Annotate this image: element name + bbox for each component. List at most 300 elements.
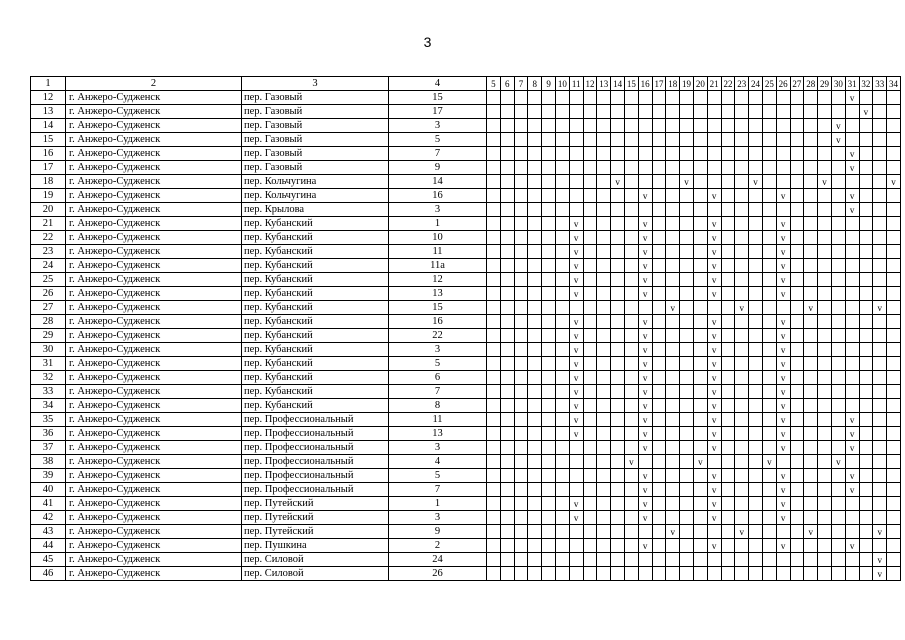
empty-cell (749, 105, 763, 119)
empty-cell (611, 259, 625, 273)
empty-cell (555, 567, 569, 581)
empty-cell (555, 371, 569, 385)
empty-cell (555, 469, 569, 483)
empty-cell (735, 105, 749, 119)
empty-cell (693, 203, 707, 217)
empty-cell (487, 133, 501, 147)
empty-cell (721, 259, 735, 273)
empty-cell (555, 105, 569, 119)
empty-cell (818, 539, 832, 553)
empty-cell (542, 91, 556, 105)
check-mark-cell: v (776, 511, 790, 525)
empty-cell (721, 203, 735, 217)
empty-cell (597, 91, 611, 105)
empty-cell (859, 259, 873, 273)
city-cell: г. Анжеро-Судженск (66, 203, 242, 217)
empty-cell (859, 413, 873, 427)
row-number: 34 (31, 399, 66, 413)
empty-cell (597, 469, 611, 483)
table-row (31, 147, 901, 161)
empty-cell (707, 301, 721, 315)
empty-cell (887, 469, 901, 483)
empty-cell (500, 483, 514, 497)
house-cell: 5 (389, 133, 487, 147)
empty-cell (887, 245, 901, 259)
empty-cell (707, 203, 721, 217)
empty-cell (597, 399, 611, 413)
city-cell: г. Анжеро-Судженск (66, 287, 242, 301)
empty-cell (542, 343, 556, 357)
check-mark-cell: v (569, 217, 583, 231)
street-cell: пер. Путейский (242, 497, 389, 511)
empty-cell (500, 371, 514, 385)
empty-cell (749, 525, 763, 539)
empty-cell (542, 329, 556, 343)
empty-cell (624, 217, 638, 231)
empty-cell (790, 497, 804, 511)
empty-cell (542, 385, 556, 399)
empty-cell (693, 497, 707, 511)
empty-cell (666, 189, 680, 203)
empty-cell (666, 231, 680, 245)
empty-cell (611, 161, 625, 175)
empty-cell (831, 329, 845, 343)
row-number: 37 (31, 441, 66, 455)
empty-cell (487, 385, 501, 399)
empty-cell (735, 203, 749, 217)
empty-cell (487, 217, 501, 231)
empty-cell (624, 567, 638, 581)
empty-cell (818, 133, 832, 147)
check-mark-cell: v (611, 175, 625, 189)
empty-cell (873, 441, 887, 455)
empty-cell (528, 525, 542, 539)
empty-cell (542, 511, 556, 525)
check-mark-cell: v (776, 469, 790, 483)
empty-cell (804, 427, 818, 441)
empty-cell (611, 441, 625, 455)
empty-cell (749, 133, 763, 147)
check-mark-cell: v (776, 371, 790, 385)
empty-cell (693, 483, 707, 497)
empty-cell (707, 147, 721, 161)
city-cell: г. Анжеро-Судженск (66, 525, 242, 539)
empty-cell (597, 189, 611, 203)
empty-cell (859, 133, 873, 147)
table-row (31, 175, 901, 189)
empty-cell (804, 133, 818, 147)
empty-cell (762, 385, 776, 399)
empty-cell (859, 147, 873, 161)
empty-cell (514, 385, 528, 399)
empty-cell (624, 315, 638, 329)
empty-cell (762, 147, 776, 161)
empty-cell (818, 343, 832, 357)
house-cell: 16 (389, 189, 487, 203)
city-cell: г. Анжеро-Судженск (66, 315, 242, 329)
empty-cell (859, 245, 873, 259)
city-cell: г. Анжеро-Судженск (66, 483, 242, 497)
empty-cell (845, 455, 859, 469)
city-cell: г. Анжеро-Судженск (66, 301, 242, 315)
empty-cell (555, 91, 569, 105)
empty-cell (514, 287, 528, 301)
empty-cell (749, 497, 763, 511)
empty-cell (790, 441, 804, 455)
empty-cell (721, 539, 735, 553)
empty-cell (652, 91, 666, 105)
empty-cell (749, 301, 763, 315)
empty-cell (804, 231, 818, 245)
house-cell: 12 (389, 273, 487, 287)
empty-cell (859, 161, 873, 175)
empty-cell (500, 273, 514, 287)
check-mark-cell: v (569, 343, 583, 357)
empty-cell (611, 203, 625, 217)
street-cell: пер. Газовый (242, 147, 389, 161)
empty-cell (652, 203, 666, 217)
check-mark-cell: v (569, 357, 583, 371)
empty-cell (569, 455, 583, 469)
empty-cell (583, 357, 597, 371)
house-cell: 3 (389, 343, 487, 357)
empty-cell (652, 427, 666, 441)
empty-cell (831, 553, 845, 567)
check-mark-cell: v (776, 413, 790, 427)
empty-cell (887, 343, 901, 357)
check-mark-cell: v (638, 371, 652, 385)
empty-cell (804, 343, 818, 357)
column-header: 12 (583, 77, 597, 91)
empty-cell (859, 371, 873, 385)
check-mark-cell: v (569, 385, 583, 399)
table-row (31, 189, 901, 203)
empty-cell (611, 413, 625, 427)
empty-cell (624, 413, 638, 427)
empty-cell (569, 203, 583, 217)
empty-cell (818, 483, 832, 497)
empty-cell (680, 287, 694, 301)
empty-cell (680, 343, 694, 357)
empty-cell (514, 413, 528, 427)
empty-cell (776, 105, 790, 119)
column-header: 9 (542, 77, 556, 91)
city-cell: г. Анжеро-Судженск (66, 371, 242, 385)
city-cell: г. Анжеро-Судженск (66, 511, 242, 525)
check-mark-cell: v (845, 539, 859, 553)
empty-cell (583, 413, 597, 427)
page-number: 3 (423, 34, 432, 50)
empty-cell (680, 441, 694, 455)
house-cell: 6 (389, 371, 487, 385)
check-mark-cell: v (845, 91, 859, 105)
empty-cell (693, 385, 707, 399)
check-mark-cell: v (707, 413, 721, 427)
row-number: 21 (31, 217, 66, 231)
empty-cell (555, 133, 569, 147)
row-number: 31 (31, 357, 66, 371)
city-cell: г. Анжеро-Судженск (66, 343, 242, 357)
empty-cell (831, 273, 845, 287)
empty-cell (528, 511, 542, 525)
street-cell: пер. Путейский (242, 525, 389, 539)
check-mark-cell: v (845, 413, 859, 427)
empty-cell (542, 553, 556, 567)
check-mark-cell: v (776, 343, 790, 357)
house-cell: 15 (389, 301, 487, 315)
house-cell: 11 (389, 413, 487, 427)
empty-cell (887, 441, 901, 455)
empty-cell (721, 343, 735, 357)
check-mark-cell: v (638, 217, 652, 231)
empty-cell (887, 203, 901, 217)
city-cell: г. Анжеро-Судженск (66, 469, 242, 483)
empty-cell (804, 273, 818, 287)
empty-cell (611, 385, 625, 399)
row-number: 38 (31, 455, 66, 469)
empty-cell (693, 329, 707, 343)
table-row (31, 231, 901, 245)
empty-cell (873, 413, 887, 427)
empty-cell (638, 91, 652, 105)
empty-cell (818, 301, 832, 315)
empty-cell (597, 357, 611, 371)
empty-cell (790, 217, 804, 231)
empty-cell (680, 259, 694, 273)
check-mark-cell: v (804, 301, 818, 315)
empty-cell (790, 245, 804, 259)
empty-cell (762, 441, 776, 455)
empty-cell (555, 483, 569, 497)
row-number: 36 (31, 427, 66, 441)
empty-cell (818, 245, 832, 259)
empty-cell (762, 133, 776, 147)
empty-cell (555, 385, 569, 399)
empty-cell (583, 511, 597, 525)
empty-cell (624, 133, 638, 147)
empty-cell (514, 273, 528, 287)
empty-cell (721, 427, 735, 441)
empty-cell (831, 567, 845, 581)
empty-cell (873, 245, 887, 259)
check-mark-cell: v (845, 483, 859, 497)
empty-cell (638, 525, 652, 539)
empty-cell (528, 175, 542, 189)
empty-cell (831, 245, 845, 259)
empty-cell (583, 105, 597, 119)
empty-cell (514, 455, 528, 469)
empty-cell (845, 259, 859, 273)
empty-cell (887, 287, 901, 301)
house-cell: 7 (389, 483, 487, 497)
check-mark-cell: v (859, 105, 873, 119)
empty-cell (666, 413, 680, 427)
empty-cell (597, 553, 611, 567)
empty-cell (762, 91, 776, 105)
empty-cell (569, 301, 583, 315)
empty-cell (487, 357, 501, 371)
empty-cell (873, 231, 887, 245)
empty-cell (666, 175, 680, 189)
empty-cell (887, 315, 901, 329)
empty-cell (500, 119, 514, 133)
empty-cell (818, 189, 832, 203)
empty-cell (542, 413, 556, 427)
check-mark-cell: v (831, 119, 845, 133)
empty-cell (652, 357, 666, 371)
empty-cell (500, 147, 514, 161)
empty-cell (638, 553, 652, 567)
empty-cell (514, 259, 528, 273)
empty-cell (624, 273, 638, 287)
house-cell: 15 (389, 91, 487, 105)
street-cell: пер. Профессиональный (242, 455, 389, 469)
empty-cell (487, 553, 501, 567)
table-row (31, 441, 901, 455)
empty-cell (500, 427, 514, 441)
house-cell: 3 (389, 511, 487, 525)
street-cell: пер. Профессиональный (242, 483, 389, 497)
empty-cell (818, 161, 832, 175)
empty-cell (776, 553, 790, 567)
empty-cell (749, 91, 763, 105)
empty-cell (845, 287, 859, 301)
empty-cell (555, 427, 569, 441)
empty-cell (638, 301, 652, 315)
empty-cell (487, 329, 501, 343)
city-cell: г. Анжеро-Судженск (66, 273, 242, 287)
city-cell: г. Анжеро-Судженск (66, 357, 242, 371)
empty-cell (624, 203, 638, 217)
check-mark-cell: v (707, 539, 721, 553)
empty-cell (804, 483, 818, 497)
empty-cell (804, 105, 818, 119)
empty-cell (873, 427, 887, 441)
empty-cell (652, 161, 666, 175)
empty-cell (528, 399, 542, 413)
check-mark-cell: v (707, 427, 721, 441)
house-cell: 17 (389, 105, 487, 119)
empty-cell (611, 189, 625, 203)
check-mark-cell: v (735, 525, 749, 539)
empty-cell (790, 399, 804, 413)
check-mark-cell: v (638, 385, 652, 399)
empty-cell (790, 119, 804, 133)
house-cell: 3 (389, 441, 487, 455)
empty-cell (776, 525, 790, 539)
house-cell: 3 (389, 119, 487, 133)
empty-cell (776, 133, 790, 147)
empty-cell (735, 315, 749, 329)
empty-cell (680, 497, 694, 511)
empty-cell (707, 175, 721, 189)
empty-cell (790, 357, 804, 371)
empty-cell (542, 203, 556, 217)
row-number: 39 (31, 469, 66, 483)
column-header: 14 (611, 77, 625, 91)
empty-cell (542, 259, 556, 273)
empty-cell (735, 273, 749, 287)
empty-cell (514, 399, 528, 413)
empty-cell (528, 385, 542, 399)
empty-cell (555, 203, 569, 217)
empty-cell (749, 245, 763, 259)
empty-cell (680, 525, 694, 539)
empty-cell (666, 553, 680, 567)
empty-cell (790, 175, 804, 189)
empty-cell (500, 525, 514, 539)
empty-cell (831, 427, 845, 441)
empty-cell (693, 175, 707, 189)
empty-cell (845, 399, 859, 413)
empty-cell (680, 301, 694, 315)
empty-cell (680, 357, 694, 371)
empty-cell (542, 441, 556, 455)
table-row (31, 315, 901, 329)
empty-cell (555, 539, 569, 553)
empty-cell (762, 329, 776, 343)
empty-cell (693, 525, 707, 539)
empty-cell (735, 357, 749, 371)
empty-cell (804, 385, 818, 399)
empty-cell (790, 105, 804, 119)
street-cell: пер. Кубанский (242, 399, 389, 413)
column-header: 19 (680, 77, 694, 91)
empty-cell (624, 483, 638, 497)
empty-cell (762, 175, 776, 189)
empty-cell (680, 427, 694, 441)
empty-cell (680, 189, 694, 203)
empty-cell (666, 217, 680, 231)
empty-cell (804, 399, 818, 413)
empty-cell (487, 301, 501, 315)
empty-cell (873, 273, 887, 287)
check-mark-cell: v (569, 497, 583, 511)
empty-cell (652, 301, 666, 315)
empty-cell (569, 105, 583, 119)
empty-cell (583, 287, 597, 301)
empty-cell (859, 315, 873, 329)
city-cell: г. Анжеро-Судженск (66, 567, 242, 581)
empty-cell (680, 483, 694, 497)
empty-cell (762, 287, 776, 301)
empty-cell (652, 567, 666, 581)
empty-cell (762, 119, 776, 133)
empty-cell (487, 469, 501, 483)
check-mark-cell: v (666, 301, 680, 315)
row-number: 19 (31, 189, 66, 203)
house-cell: 22 (389, 329, 487, 343)
empty-cell (693, 553, 707, 567)
empty-cell (500, 357, 514, 371)
empty-cell (735, 259, 749, 273)
empty-cell (790, 553, 804, 567)
house-cell: 11а (389, 259, 487, 273)
empty-cell (638, 567, 652, 581)
empty-cell (749, 357, 763, 371)
empty-cell (762, 483, 776, 497)
empty-cell (693, 511, 707, 525)
empty-cell (611, 553, 625, 567)
empty-cell (818, 525, 832, 539)
empty-cell (693, 119, 707, 133)
empty-cell (845, 511, 859, 525)
empty-cell (831, 189, 845, 203)
empty-cell (528, 357, 542, 371)
check-mark-cell: v (776, 357, 790, 371)
table-row (31, 287, 901, 301)
empty-cell (887, 483, 901, 497)
